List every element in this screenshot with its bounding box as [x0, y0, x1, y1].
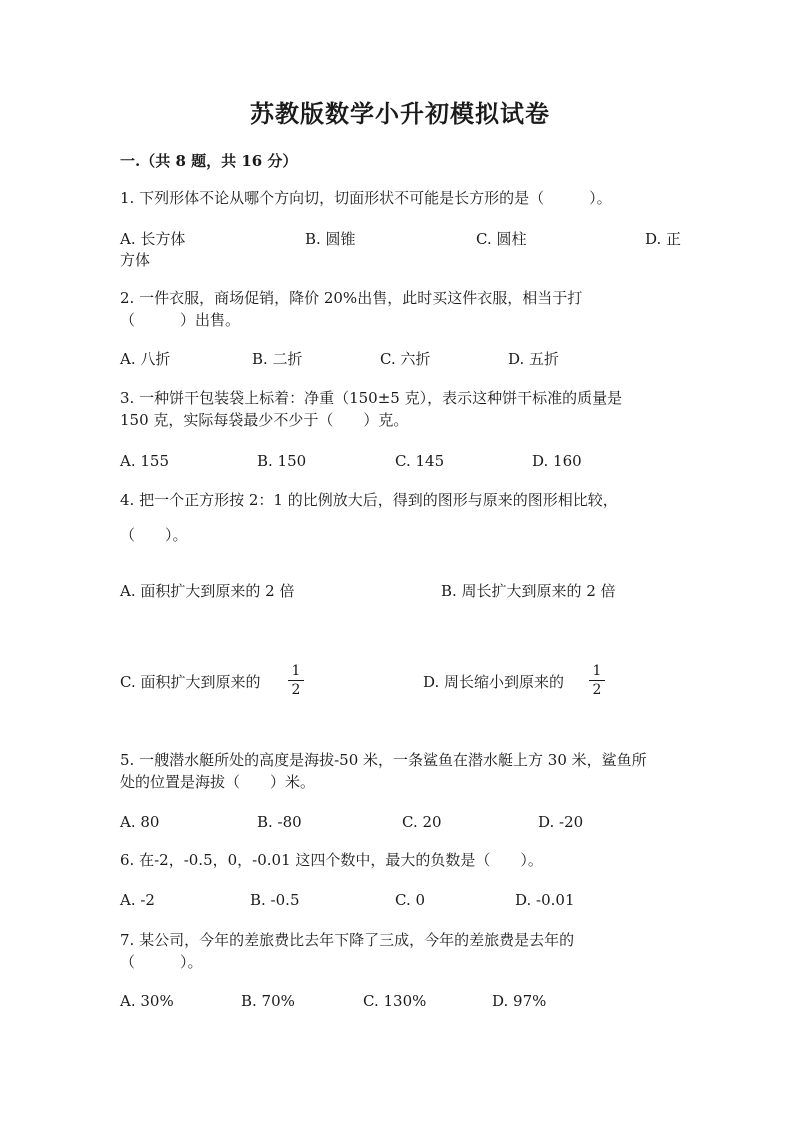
question-3-text-line-2: 150 克，实际每袋最少不少于（ ）克。 [120, 411, 409, 429]
question-5-option-d: D. -20 [538, 813, 584, 831]
question-4-text-line-2: （ ）。 [120, 526, 188, 544]
fraction-denominator: 2 [291, 682, 301, 698]
question-1-option-c: C. 圆柱 [476, 230, 527, 248]
question-4-option-b: B. 周长扩大到原来的 2 倍 [441, 582, 616, 600]
question-4-option-c: C. 面积扩大到原来的 [120, 673, 261, 691]
question-5-text-line-1: 5. 一艘潜水艇所处的高度是海拔-50 米，一条鲨鱼在潜水艇上方 30 米，鲨鱼所 [120, 751, 647, 769]
question-5-text-line-2: 处的位置是海拔（ ）米。 [120, 773, 316, 791]
question-2-text-line-1: 2. 一件衣服，商场促销，降价 20%出售，此时买这件衣服，相当于打 [120, 289, 583, 307]
question-7-text-line-2: （ ）。 [120, 953, 203, 971]
question-6-option-d: D. -0.01 [515, 891, 575, 909]
question-7-option-b: B. 70% [241, 992, 295, 1010]
question-5-option-b: B. -80 [257, 813, 302, 831]
question-1-option-d: D. 正 [645, 230, 682, 248]
question-5-option-c: C. 20 [402, 813, 442, 831]
question-4-option-c-fraction [288, 664, 304, 697]
question-3-option-c: C. 145 [395, 452, 445, 470]
fraction-bar [589, 680, 605, 681]
question-1-option-b: B. 圆锥 [305, 230, 356, 248]
question-3-option-d: D. 160 [532, 452, 582, 470]
question-2-option-d: D. 五折 [508, 350, 560, 368]
question-6-option-a: A. -2 [120, 891, 155, 909]
question-7-option-c: C. 130% [363, 992, 427, 1010]
question-6-text: 6. 在-2，-0.5，0，-0.01 这四个数中，最大的负数是（ ）。 [120, 851, 543, 869]
question-4-option-a: A. 面积扩大到原来的 2 倍 [120, 582, 295, 600]
fraction-bar [288, 680, 304, 681]
question-5-option-a: A. 80 [120, 813, 160, 831]
question-4-option-d-fraction [589, 664, 605, 697]
question-6-option-c: C. 0 [395, 891, 426, 909]
question-3-option-b: B. 150 [257, 452, 307, 470]
question-7-text-line-1: 7. 某公司，今年的差旅费比去年下降了三成，今年的差旅费是去年的 [120, 931, 575, 949]
page-title: 苏教版数学小升初模拟试卷 [250, 99, 550, 128]
question-6-option-b: B. -0.5 [250, 891, 300, 909]
question-1-option-a: A. 长方体 [120, 230, 186, 248]
question-3-text-line-1: 3. 一种饼干包装袋上标着：净重（150±5 克），表示这种饼干标准的质量是 [120, 389, 623, 407]
question-3-option-a: A. 155 [120, 452, 169, 470]
question-7-option-a: A. 30% [120, 992, 174, 1010]
question-1-option-d-wrap: 方体 [120, 251, 151, 269]
question-2-option-b: B. 二折 [252, 350, 303, 368]
question-4-option-d: D. 周长缩小到原来的 [423, 673, 565, 691]
fraction-denominator: 2 [592, 682, 602, 698]
question-2-option-a: A. 八折 [120, 350, 171, 368]
section-heading: 一.（共 8 题，共 16 分） [120, 152, 298, 170]
question-2-text-line-2: （ ）出售。 [120, 311, 241, 329]
fraction-numerator: 1 [592, 663, 602, 679]
question-4-text-line-1: 4. 把一个正方形按 2：1 的比例放大后，得到的图形与原来的图形相比较， [120, 491, 618, 509]
question-1-text: 1. 下列形体不论从哪个方向切，切面形状不可能是长方形的是（ ）。 [120, 189, 612, 207]
question-2-option-c: C. 六折 [380, 350, 431, 368]
fraction-numerator: 1 [291, 663, 301, 679]
question-7-option-d: D. 97% [492, 992, 547, 1010]
